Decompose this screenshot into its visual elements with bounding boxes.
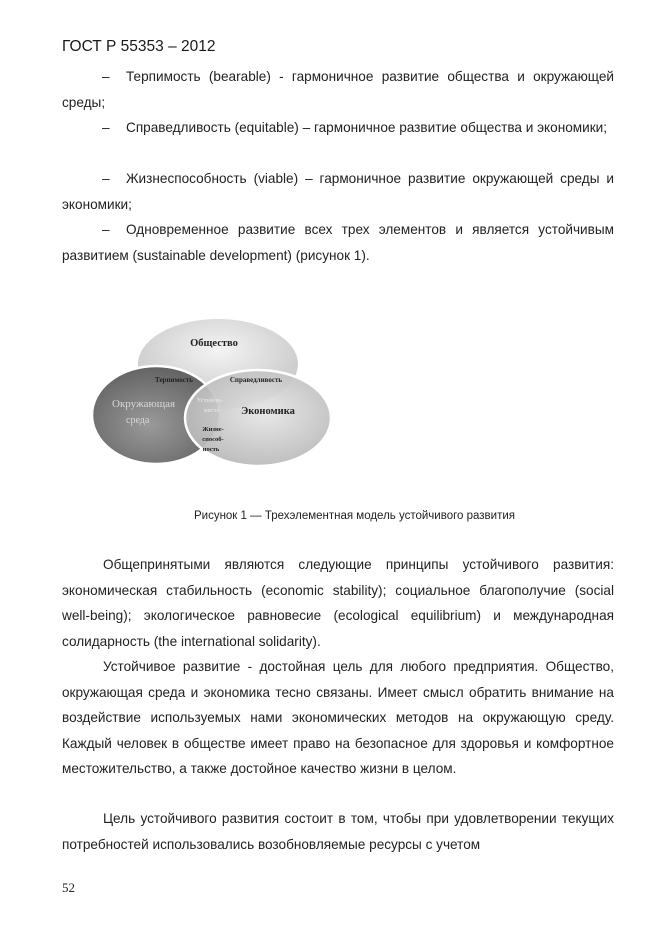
list-item-text: Терпимость (bearable) - гармоничное развитие общества и окружающей среды; bbox=[62, 69, 614, 110]
paragraph-purpose: Цель устойчивого развития состоит в том, чтобы при удовлетворении текущих потребностей использовались возобновляемые ресурсы с учетом bbox=[62, 811, 614, 852]
list-dash: – bbox=[102, 171, 110, 186]
viability-label-line2: способ- bbox=[202, 436, 224, 443]
list-item-viable bbox=[62, 166, 614, 217]
list-dash: – bbox=[102, 69, 110, 84]
page-number: 52 bbox=[62, 880, 75, 895]
list-dash: – bbox=[102, 222, 110, 237]
sustainability-label-line1: Устойчи- bbox=[196, 397, 224, 404]
society-label: Общество bbox=[190, 338, 238, 349]
list-item-bearable bbox=[62, 64, 614, 115]
list-item-sustainable bbox=[62, 217, 614, 268]
environment-label-line1: Окружающая bbox=[112, 398, 176, 410]
document-header: ГОСТ Р 55353 – 2012 bbox=[62, 38, 216, 55]
tolerance-label: Терпимость bbox=[155, 376, 193, 384]
list-item-text: Жизнеспособность (viable) – гармоничное развитие окружающей среды и экономики; bbox=[62, 171, 614, 212]
paragraph-goal: Устойчивое развитие - достойная цель для любого предприятия. Общество, окружающая среда и экономика тесно связаны. Имеет смысл обратить внимание на воздействие используемых нами экономических методов на окружающую среду. Каждый человек в обществе имеет право на безопасное для здоровья и комфортное местожительство, а также достойное качество жизни в целом. bbox=[62, 659, 614, 776]
viability-label-line1: Жизне- bbox=[202, 426, 224, 433]
economy-label: Экономика bbox=[241, 406, 295, 417]
list-item-text: Одновременное развитие всех трех элементов и является устойчивым развитием (sustainable development) (рисунок 1). bbox=[62, 222, 614, 263]
justice-label: Справедливость bbox=[229, 376, 283, 384]
venn-diagram-figure bbox=[92, 316, 334, 468]
environment-label-line2: среда bbox=[126, 415, 150, 426]
paragraph-principles: Общепринятыми являются следующие принципы устойчивого развития: экономическая стабильность (economic stability); социальное благополучие (social well-being); экологическое равновесие (ecological equilibrium) и международная солидарность (the international solidarity). bbox=[62, 557, 614, 649]
viability-label-line3: ность bbox=[202, 446, 220, 453]
figure-caption: Рисунок 1 — Трехэлементная модель устойчивого развития bbox=[193, 510, 516, 522]
list-item-text: Справедливость (equitable) – гармоничное развитие общества и экономики; bbox=[126, 120, 608, 135]
venn-diagram bbox=[92, 316, 334, 468]
list-dash: – bbox=[102, 120, 110, 135]
sustainability-label-line2: вость bbox=[203, 407, 221, 414]
list-item-equitable bbox=[62, 115, 614, 141]
